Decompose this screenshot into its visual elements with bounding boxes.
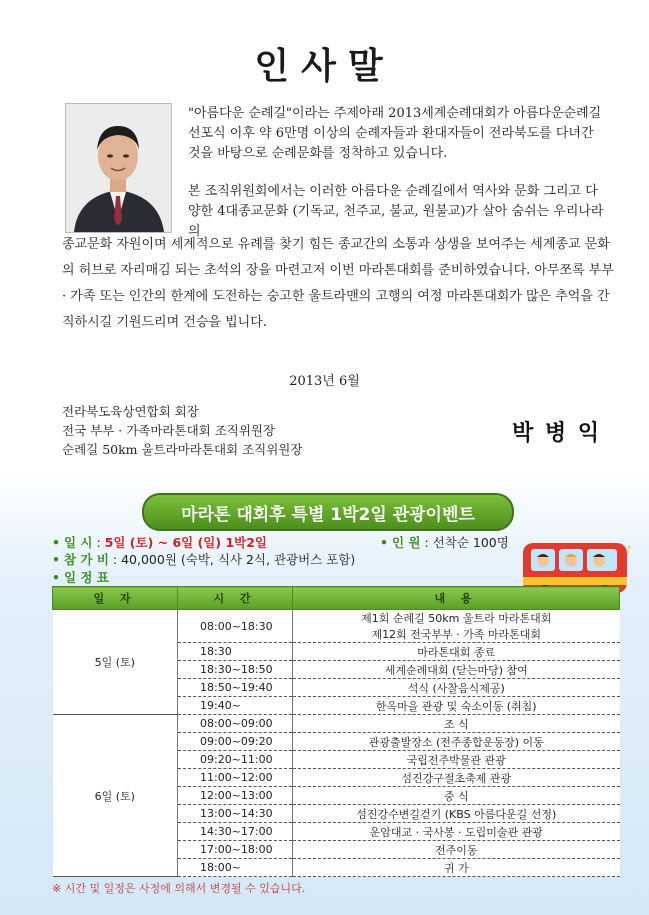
desc-cell: 석식 (사찰음식제공)	[293, 679, 620, 697]
info-fee-label: 참 가 비	[63, 552, 109, 567]
greeting-date: 2013년 6월	[289, 374, 360, 389]
portrait-photo	[65, 103, 172, 233]
desc-cell: 세계순례대회 (닫는마당) 참여	[293, 661, 620, 679]
header-time: 시 간	[178, 587, 293, 610]
time-cell: 12:00~13:00	[178, 787, 293, 805]
desc-cell: 중 식	[293, 787, 620, 805]
time-cell: 08:00~09:00	[178, 715, 293, 733]
desc-cell: 한옥마을 관광 및 숙소이동 (취침)	[293, 697, 620, 715]
info-fee: • 참 가 비 : 40,000원 (숙박, 식사 2식, 관광버스 포함)	[52, 552, 356, 567]
schedule-table	[52, 586, 620, 877]
desc-line: 제1회 순례길 50km 울트라 마라톤대회	[361, 612, 552, 625]
signature: 박 병 익	[512, 421, 602, 446]
info-fee-value: 40,000원 (숙박, 식사 2식, 관광버스 포함)	[121, 552, 356, 567]
greeting-paragraph-1: "아름다운 순례길"이라는 주제아래 2013세계순례대회가 아름다운순례길 선포식 이후 약 6만명 이상의 순례자들과 환대자들이 전라북도를 다녀간 것을 바탕으로 순례문화를 정착하고 있습니다.	[188, 106, 602, 161]
time-cell: 14:30~17:00	[178, 823, 293, 841]
time-cell: 17:00~18:00	[178, 841, 293, 859]
desc-cell: 국립전주박물관 관광	[293, 751, 620, 769]
schedule-note: ※ 시간 및 일정은 사정에 의해서 변경될 수 있습니다.	[52, 882, 306, 895]
day-cell: 5일 (토)	[53, 610, 178, 715]
time-cell: 09:00~09:20	[178, 733, 293, 751]
desc-cell: 조 식	[293, 715, 620, 733]
desc-cell: 귀 가	[293, 859, 620, 877]
desc-cell: 섬진강구절초축제 관광	[293, 769, 620, 787]
schedule-header-row	[53, 587, 620, 610]
signatory-title-3: 순례길 50km 울트라마라톤대회 조직위원장	[62, 442, 303, 457]
bullet-icon: •	[52, 570, 60, 585]
desc-cell: 관광출발장소 (전주종합운동장) 이동	[293, 733, 620, 751]
time-cell: 18:50~19:40	[178, 679, 293, 697]
time-cell: 09:20~11:00	[178, 751, 293, 769]
table-row	[53, 715, 620, 733]
desc-line: 제12회 전국부부 · 가족 마라톤대회	[371, 628, 542, 641]
signatory-titles	[62, 402, 302, 459]
table-row	[53, 610, 620, 643]
desc-cell: 마라톤대회 종료	[293, 643, 620, 661]
desc-cell: 전주이동	[293, 841, 620, 859]
header-date: 일 자	[53, 587, 178, 610]
info-date: • 일 시 : 5일 (토) ~ 6일 (일) 1박2일	[52, 535, 267, 550]
signatory-title-2: 전국 부부 · 가족마라톤대회 조직위원장	[62, 423, 276, 438]
signatory-title-1: 전라북도육상연합회 회장	[62, 404, 199, 419]
svg-text:♪: ♪	[625, 545, 632, 556]
time-cell: 08:00~18:30	[178, 610, 293, 643]
time-cell: 11:00~12:00	[178, 769, 293, 787]
event-banner: 마라톤 대회후 특별 1박2일 관광이벤트	[142, 493, 514, 531]
time-cell: 18:00~	[178, 859, 293, 877]
info-date-label: 일 시	[63, 535, 93, 550]
desc-cell: 운암대교 · 국사봉 · 도립미술관 관광	[293, 823, 620, 841]
header-content: 내 용	[293, 587, 620, 610]
time-cell: 18:30	[178, 643, 293, 661]
bullet-icon: •	[380, 535, 388, 550]
greeting-paragraph-3: 종교문화 자원이며 세계적으로 유례를 찾기 힘든 종교간의 소통과 상생을 보여주는 세계종교 문화의 허브로 자리매김 되는 초석의 장을 마련고저 이번 마라톤대회를 준비하였습니다. 아무쪼록 부부 · 가족 또는 인간의 한계에 도전하는 숭고한 울트라맨의 고행의 여정 마라톤대회가 많은 추억을 간직하시길 기원드리며 건승을 빕니다.	[62, 237, 614, 330]
portrait-icon	[66, 104, 171, 232]
bullet-icon: •	[52, 535, 60, 550]
greeting-paragraph-2: 본 조직위원회에서는 이러한 아름다운 순례길에서 역사와 문화 그리고 다양한 4대종교문화 (기독교, 천주교, 불교, 원불교)가 살아 숨쉬는 우리나라의	[188, 184, 604, 239]
page-title: 인사말	[254, 46, 395, 87]
info-date-value: 5일 (토) ~ 6일 (일) 1박2일	[104, 535, 267, 550]
info-people: • 인 원 : 선착순 100명	[380, 535, 509, 550]
info-schedule	[52, 568, 109, 586]
time-cell: 19:40~	[178, 697, 293, 715]
time-cell: 13:00~14:30	[178, 805, 293, 823]
info-people-value: 선착순 100명	[432, 535, 509, 550]
info-people-label: 인 원	[391, 535, 421, 550]
desc-cell	[293, 610, 620, 643]
bullet-icon: •	[52, 552, 60, 567]
time-cell: 18:30~18:50	[178, 661, 293, 679]
desc-cell: 섬진강수변길걷기 (KBS 아름다운길 선정)	[293, 805, 620, 823]
day-cell: 6일 (토)	[53, 715, 178, 877]
info-schedule-label: 일 정 표	[63, 570, 109, 585]
